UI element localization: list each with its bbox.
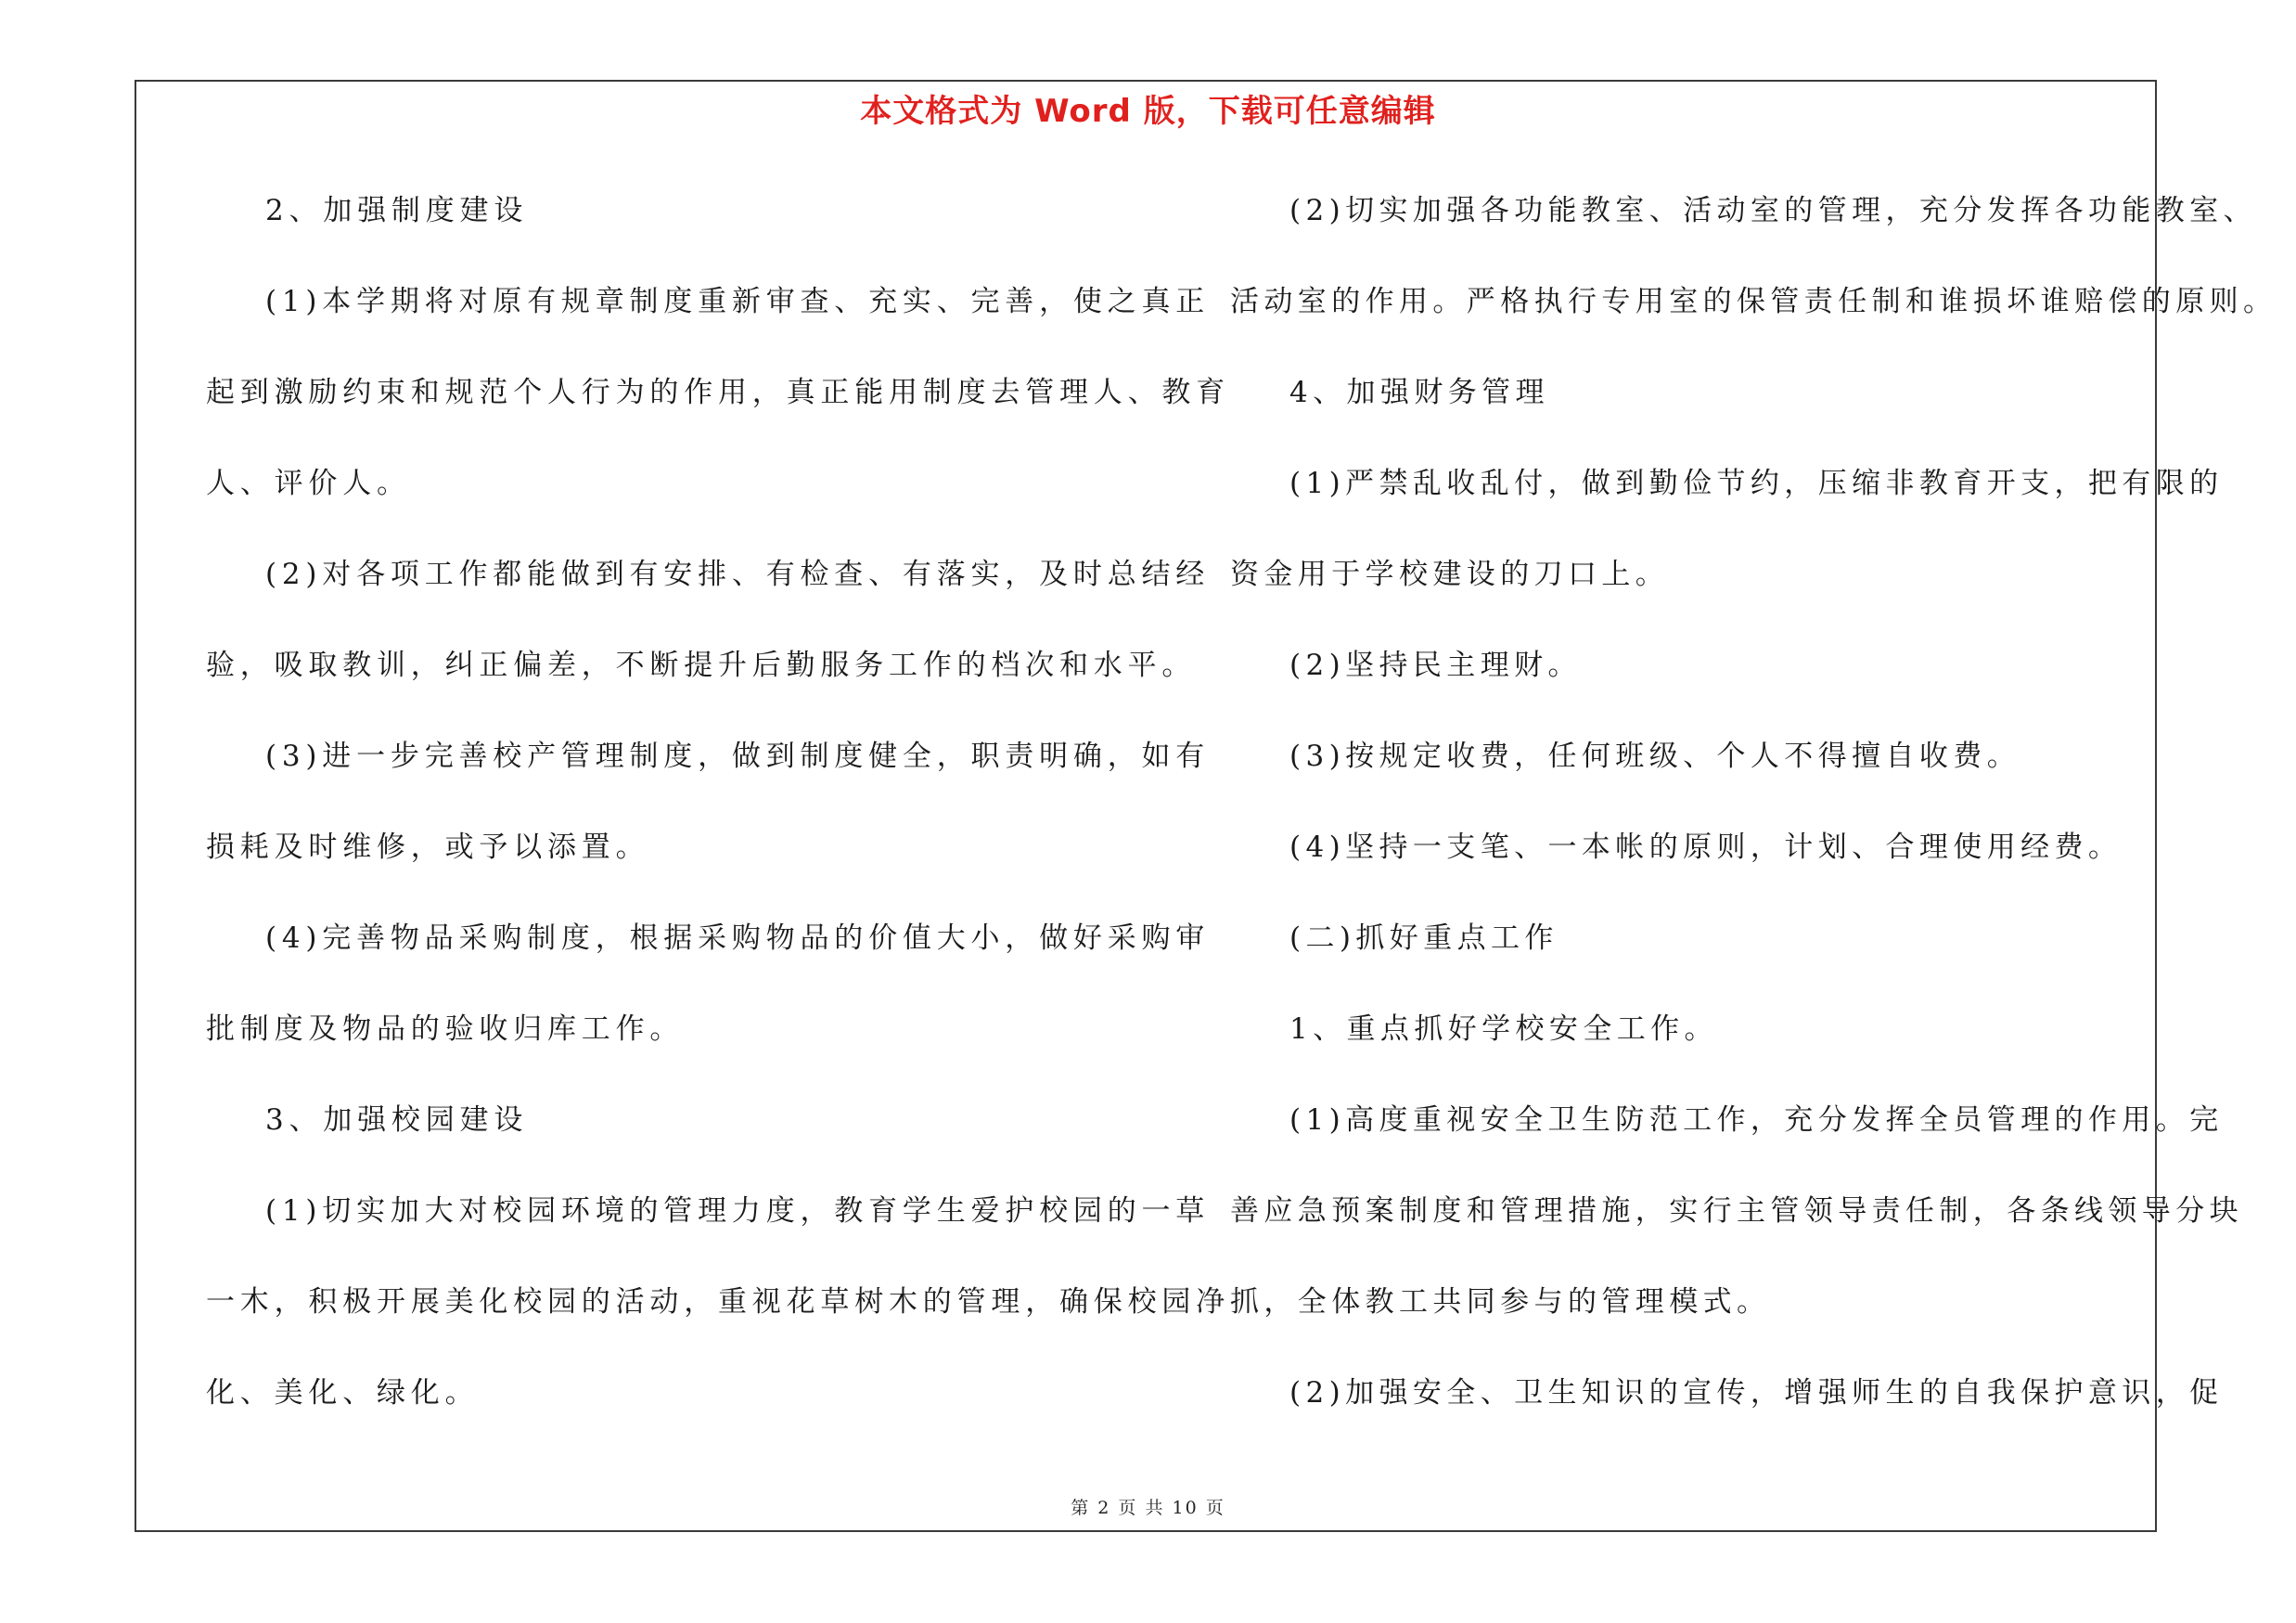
paragraph-line: 起到激励约束和规范个人行为的作用，真正能用制度去管理人、教育: [206, 376, 1230, 409]
paragraph-line: (3)进一步完善校产管理制度，做到制度健全，职责明确，如有: [265, 740, 1211, 773]
paragraph-line: 活动室的作用。严格执行专用室的保管责任制和谁损坏谁赔偿的原则。: [1230, 285, 2277, 318]
right-text-column: [1230, 184, 2277, 1457]
paragraph-line: (1)本学期将对原有规章制度重新审查、充实、完善，使之真正: [265, 285, 1211, 318]
paragraph-line: 2、加强制度建设: [265, 194, 529, 227]
paragraph-line: (4)坚持一支笔、一本帐的原则，计划、合理使用经费。: [1289, 831, 2123, 864]
paragraph-line: (2)切实加强各功能教室、活动室的管理，充分发挥各功能教室、: [1289, 194, 2257, 227]
paragraph-line: (1)高度重视安全卫生防范工作，充分发挥全员管理的作用。完: [1289, 1103, 2224, 1137]
paragraph-line: (4)完善物品采购制度，根据采购物品的价值大小，做好采购审: [265, 921, 1211, 955]
paragraph-line: 3、加强校园建设: [265, 1103, 529, 1137]
paragraph-line: 1、重点抓好学校安全工作。: [1289, 1012, 1718, 1046]
paragraph-line: (1)严禁乱收乱付，做到勤俭节约，压缩非教育开支，把有限的: [1289, 467, 2224, 500]
paragraph-line: 化、美化、绿化。: [206, 1376, 480, 1410]
paragraph-line: (2)加强安全、卫生知识的宣传，增强师生的自我保护意识，促: [1289, 1376, 2224, 1410]
paragraph-line: 损耗及时维修，或予以添置。: [206, 831, 650, 864]
paragraph-line: 抓，全体教工共同参与的管理模式。: [1230, 1285, 1771, 1319]
paragraph-line: 人、评价人。: [206, 467, 411, 500]
page-number-footer: 第 2 页 共 10 页: [1071, 1498, 1225, 1518]
paragraph-line: 一木，积极开展美化校园的活动，重视花草树木的管理，确保校园净: [206, 1285, 1230, 1319]
paragraph-line: 批制度及物品的验收归库工作。: [206, 1012, 685, 1046]
paragraph-line: 资金用于学校建设的刀口上。: [1230, 558, 1670, 591]
paragraph-line: (2)对各项工作都能做到有安排、有检查、有落实，及时总结经: [265, 558, 1211, 591]
paragraph-line: 善应急预案制度和管理措施，实行主管领导责任制，各条线领导分块: [1230, 1194, 2243, 1228]
paragraph-line: (3)按规定收费，任何班级、个人不得擅自收费。: [1289, 740, 2021, 773]
paragraph-line: (1)切实加大对校园环境的管理力度，教育学生爱护校园的一草: [265, 1194, 1211, 1228]
editable-notice-banner: 本文格式为 Word 版，下载可任意编辑: [860, 93, 1436, 130]
paragraph-line: 验，吸取教训，纠正偏差，不断提升后勤服务工作的档次和水平。: [206, 649, 1197, 682]
paragraph-line: (2)坚持民主理财。: [1289, 649, 1582, 682]
paragraph-line: (二)抓好重点工作: [1289, 921, 1558, 955]
left-text-column: [206, 184, 1230, 1457]
paragraph-line: 4、加强财务管理: [1289, 376, 1549, 409]
